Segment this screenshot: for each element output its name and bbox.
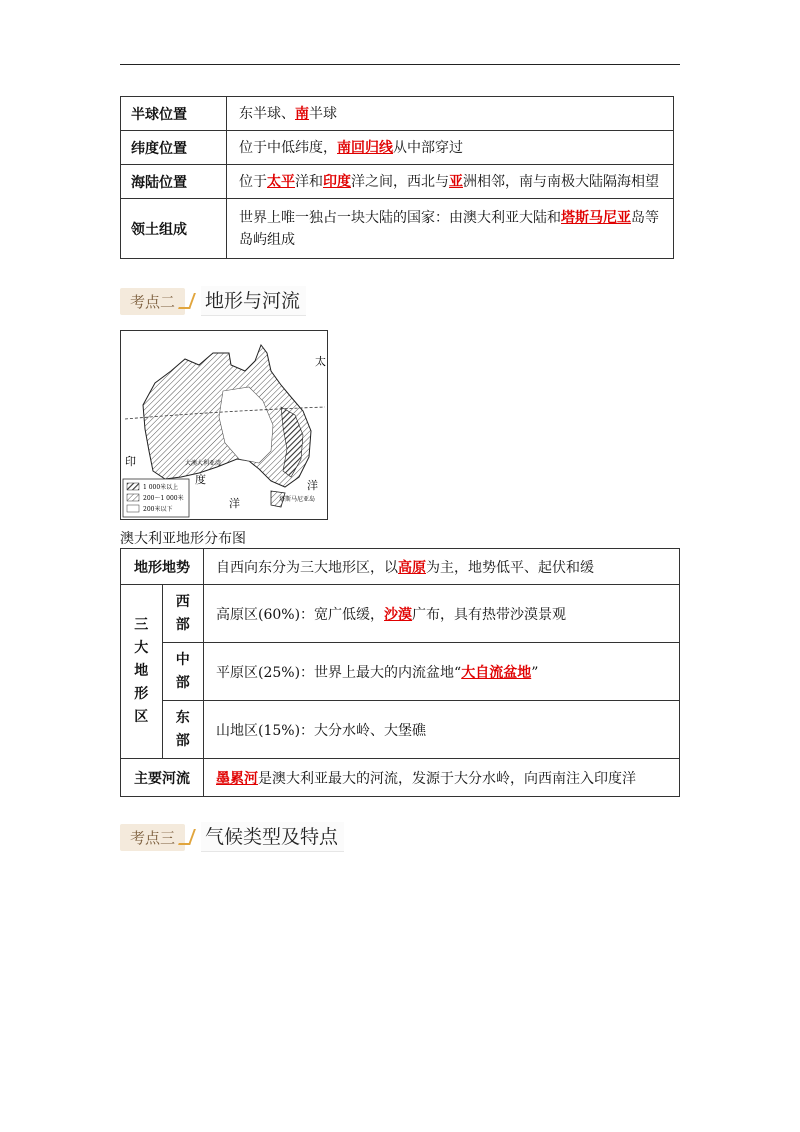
answer-highlight: 南 <box>295 105 309 122</box>
text-run: 高原区(60%)：宽广低缓， <box>216 606 385 623</box>
sub-label-mid: 中 部 <box>162 643 204 701</box>
table-row <box>121 701 680 759</box>
table-row <box>121 585 680 643</box>
text-run: 平原区(25%)：世界上最大的内流盆地“ <box>216 664 462 681</box>
section-heading-3 <box>120 824 344 850</box>
text-run: 位于中低纬度， <box>239 139 337 156</box>
table-row <box>121 199 674 259</box>
table-row <box>121 549 680 585</box>
map-label-du: 度 <box>195 473 206 486</box>
map-label-basin: 大澳大利亚湾 <box>185 460 222 467</box>
map-label-tai: 太 <box>315 355 326 368</box>
text-run: 世界上唯一独占一块大陆的国家：由澳大利亚大陆和 <box>239 209 561 226</box>
section-tag: 考点三 <box>120 824 185 851</box>
text-run: 洲相邻，南与南极大陆隔海相望 <box>463 173 659 190</box>
answer-highlight: 沙漠 <box>384 606 413 623</box>
answer-highlight: 塔斯马尼亚 <box>561 209 631 226</box>
text-run: 山地区(15%)：大分水岭、大堡礁 <box>216 722 427 739</box>
row-value <box>227 165 674 199</box>
header-rule <box>120 64 680 65</box>
text-run: 从中部穿过 <box>393 139 463 156</box>
answer-highlight: 亚 <box>449 173 463 190</box>
map-label-tasmania: 塔斯马尼亚岛 <box>279 496 316 503</box>
row-value <box>204 585 680 643</box>
text-run: 洋和 <box>295 173 323 190</box>
text-run: 是澳大利亚最大的河流，发源于大分水岭，向西南注入印度洋 <box>258 770 636 787</box>
legend-item: 200米以下 <box>143 506 173 513</box>
row-value <box>204 549 680 585</box>
terrain-table <box>120 548 680 797</box>
text-run: 位于 <box>239 173 267 190</box>
row-label: 领土组成 <box>121 199 227 259</box>
sub-label-west: 西 部 <box>162 585 204 643</box>
section-tag: 考点二 <box>120 288 185 315</box>
row-value <box>227 97 674 131</box>
text-run: 为主，地势低平、起伏和缓 <box>426 559 594 576</box>
text-run: 广布，具有热带沙漠景观 <box>412 606 567 623</box>
row-label: 海陆位置 <box>121 165 227 199</box>
map-caption: 澳大利亚地形分布图 <box>120 531 246 547</box>
section-title: 气候类型及特点 <box>201 822 344 852</box>
section-heading-2 <box>120 288 306 314</box>
legend-item: 1 000米以上 <box>143 484 179 491</box>
text-run: 洋之间，西北与 <box>351 173 449 190</box>
row-value <box>227 199 674 259</box>
answer-highlight: 太平 <box>267 173 295 190</box>
text-run: 半球 <box>309 105 337 122</box>
row-label: 纬度位置 <box>121 131 227 165</box>
answer-highlight: 南回归线 <box>337 139 393 156</box>
table-row <box>121 165 674 199</box>
row-value <box>204 759 680 797</box>
table-row <box>121 643 680 701</box>
group-label: 三 大 地 形 区 <box>121 585 163 759</box>
table-row <box>121 759 680 797</box>
answer-highlight: 印度 <box>323 173 351 190</box>
text-run: 自西向东分为三大地形区，以 <box>216 559 398 576</box>
map-label-yang2: 洋 <box>307 479 318 492</box>
location-table <box>120 96 674 259</box>
answer-highlight: 墨累河 <box>216 770 258 787</box>
row-value <box>227 131 674 165</box>
table-row <box>121 97 674 131</box>
row-value <box>204 643 680 701</box>
text-run: 岛等岛屿组成 <box>239 209 659 248</box>
map-label-yin: 印 <box>125 455 136 468</box>
row-label: 主要河流 <box>121 759 204 797</box>
australia-terrain-map <box>120 330 328 520</box>
table-row <box>121 131 674 165</box>
text-run: 东半球、 <box>239 105 295 122</box>
answer-highlight: 大自流盆地 <box>461 664 532 681</box>
row-value <box>204 701 680 759</box>
sub-label-east: 东 部 <box>162 701 204 759</box>
row-label: 地形地势 <box>121 549 204 585</box>
section-title: 地形与河流 <box>201 286 306 316</box>
answer-highlight: 高原 <box>398 559 426 576</box>
map-label-yang1: 洋 <box>229 497 240 510</box>
row-label: 半球位置 <box>121 97 227 131</box>
legend-item: 200～1 000米 <box>143 495 184 502</box>
text-run: ” <box>531 664 539 681</box>
